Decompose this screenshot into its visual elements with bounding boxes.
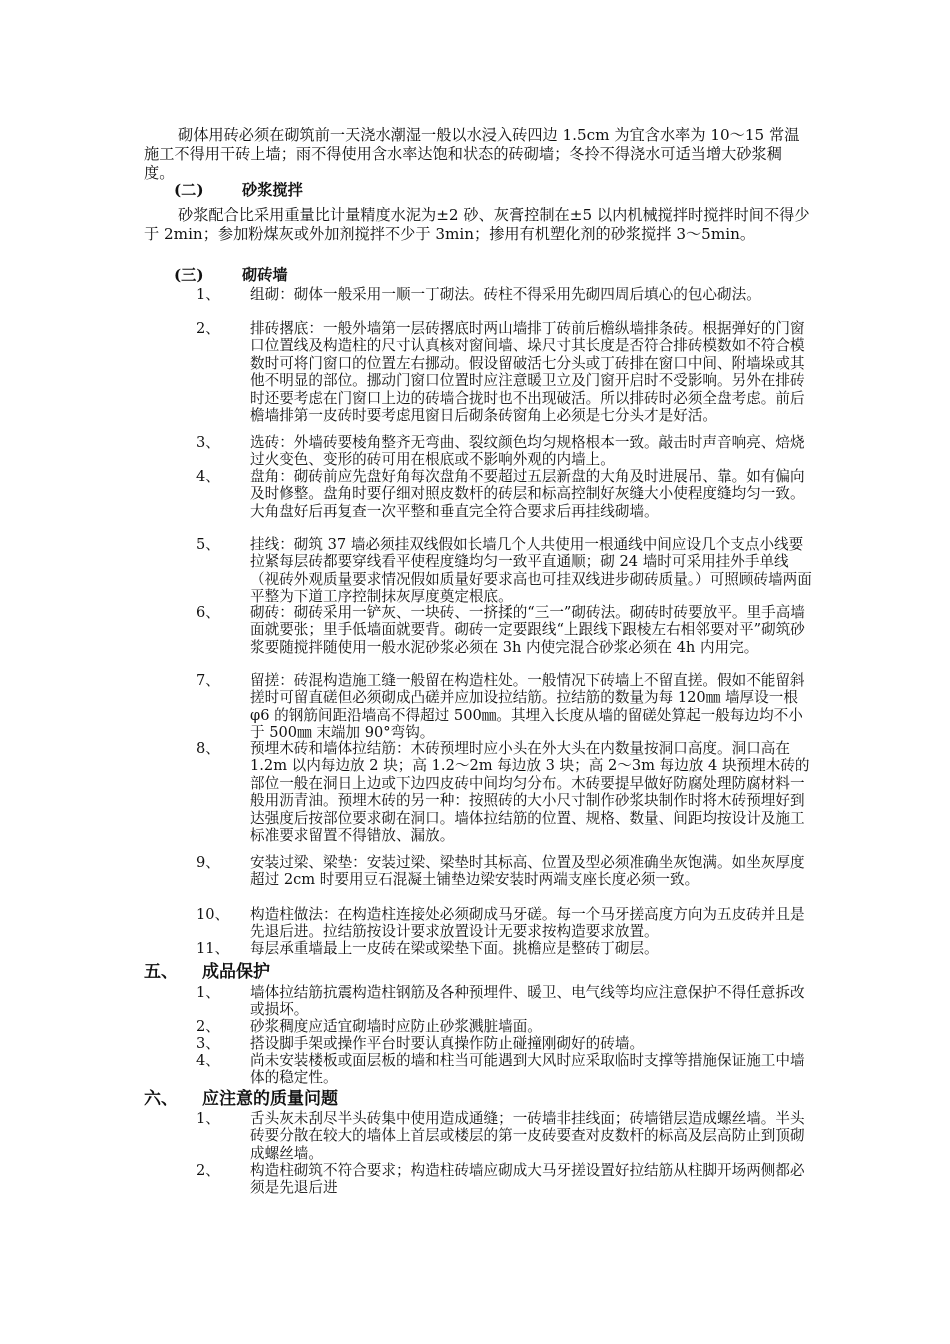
- section-number: 五、: [144, 962, 178, 982]
- subheading-title: 砂浆搅拌: [242, 181, 303, 199]
- list-item-text: 排砖撂底：一般外墙第一层砖撂底时两山墙排丁砖前后檐纵墙排条砖。根据弹好的门窗口位置线及构造柱的尺寸认真核对窗间墙、垛尺寸其长度是否符合排砖模数如不符合模数时可将门窗口的位置左右挪动。假设留破活七分头或丁砖排在窗口中间、附墙垛或其他不明显的部位。挪动门窗口位置时应注意暖卫立及门窗开启时不受影响。另外在排砖时还要考虑在门窗口上边的砖墙合拢时也不出现破活。所以排砖时必须全盘考虑。前后檐墙排第一皮砖时要考虑甩窗日后砌条砖窗角上必须是七分头才是好活。: [250, 320, 805, 425]
- list-item-text: 每层承重墙最上一皮砖在梁或梁垫下面。挑檐应是整砖丁砌层。: [250, 940, 659, 957]
- list-item-text: 挂线：砌筑 37 墙必须挂双线假如长墙几个人共使用一根通线中间应设几个支点小线要拉紧每层砖都要穿线看平使程度缝均匀一致平直通顺；砌 24 墙时可采用挂外手单线（视砖外观质量要求情况假如质量好要求高也可挂双线进步砌砖质量。）可照顾砖墙两面平整为下道工序控制抹灰厚度奠定根底。: [250, 536, 812, 606]
- section-title: 应注意的质量问题: [202, 1089, 338, 1109]
- list-item-number: 1、: [196, 984, 220, 1001]
- list-item-text: 组砌：砌体一般采用一顺一丁砌法。砖柱不得采用先砌四周后填心的包心砌法。: [250, 286, 761, 303]
- list-item-number: 2、: [196, 1162, 220, 1179]
- list-item-text: 留搓：砖混构造施工缝一般留在构造柱处。一般情况下砖墙上不留直搓。假如不能留斜搓时可留直磋但必须砌成凸磋并应加设拉结筋。拉结筋的数量为每 120㎜ 墙厚设一根 φ6 的钢筋间距沿墙高不得超过 500㎜。其埋入长度从墙的留磋处算起一般每边均不小于 500㎜ 末端加 90°弯钩。: [250, 672, 805, 742]
- list-item-text: 预埋木砖和墙体拉结筋：木砖预埋时应小头在外大头在内数量按洞口高度。洞口高在 1.2m 以内每边放 2 块；高 1.2～2m 每边放 3 块；高 2～3m 每边放 4 块预埋木砖的部位一般在洞日上边或下边四皮砖中间均匀分布。木砖要提早做好防腐处理防腐材料一般用沥青油。预埋木砖的另一种：按照砖的大小尺寸制作砂浆块制作时将木砖预埋好到达强度后按部位要求砌在洞口。墙体拉结筋的位置、规格、数量、间距均按设计及施工标准要求留置不得错放、漏放。: [250, 740, 810, 845]
- intro-paragraph: 砌体用砖必须在砌筑前一天浇水潮湿一般以水浸入砖四边 1.5cm 为宜含水率为 10～15 常温施工不得用干砖上墙；雨不得使用含水率达饱和状态的砖砌墙；冬拎不得浇水可适当增大砂浆稠度。: [144, 126, 800, 182]
- section-number: 六、: [144, 1089, 178, 1109]
- list-item-text: 安装过梁、梁垫：安装过梁、梁垫时其标高、位置及型必须准确坐灰饱满。如坐灰厚度超过 2cm 时要用豆石混凝土铺垫边梁安装时两端支座长度必须一致。: [250, 854, 805, 889]
- list-item-text: 墙体拉结筋抗震构造柱钢筋及各种预埋件、暖卫、电气线等均应注意保护不得任意拆改或损坏。: [250, 984, 805, 1019]
- list-item-number: 2、: [196, 1018, 220, 1035]
- subheading-mortar-mixing: [174, 181, 303, 200]
- list-item-number: 11、: [196, 940, 230, 957]
- list-item-number: 4、: [196, 1052, 220, 1069]
- list-item-number: 1、: [196, 1110, 220, 1127]
- list-item-text: 选砖：外墙砖要棱角整齐无弯曲、裂纹颜色均匀规格根本一致。敲击时声音响亮、焙烧过火变色、变形的砖可用在根底或不影响外观的内墙上。: [250, 434, 805, 469]
- subheading-number: (二): [174, 181, 204, 199]
- list-item-text: 尚未安装楼板或面层板的墙和柱当可能遇到大风时应采取临时支撑等措施保证施工中墙体的稳定性。: [250, 1052, 805, 1087]
- list-item-number: 3、: [196, 434, 220, 451]
- list-item-text: 盘角：砌砖前应先盘好角每次盘角不要超过五层新盘的大角及时进展吊、靠。如有偏向及时修整。盘角时要仔细对照皮数杆的砖层和标高控制好灰缝大小使程度缝均匀一致。大角盘好后再复查一次平整和垂直完全符合要求后再挂线砌墙。: [250, 468, 805, 520]
- list-item-number: 9、: [196, 854, 220, 871]
- list-item-text: 舌头灰未刮尽半头砖集中使用造成通缝；一砖墙非挂线面；砖墙错层造成螺丝墙。半头砖要分散在较大的墙体上首层或楼层的第一皮砖要查对皮数杆的标高及层高防止到顶砌成螺丝墙。: [250, 1110, 805, 1162]
- list-item-number: 5、: [196, 536, 220, 553]
- list-item-number: 3、: [196, 1035, 220, 1052]
- list-item-number: 8、: [196, 740, 220, 757]
- list-item-text: 构造柱做法：在构造柱连接处必须砌成马牙磋。每一个马牙搓高度方向为五皮砖并且是先退后进。拉结筋按设计要求放置设计无要求按构造要求放置。: [250, 906, 805, 941]
- section-heading-quality-issues: [144, 1088, 338, 1110]
- list-item-number: 1、: [196, 286, 220, 303]
- list-item-text: 砌砖：砌砖采用一铲灰、一块砖、一挤揉的“三一”砌砖法。砌砖时砖要放平。里手高墙面就要张；里手低墙面就要背。砌砖一定要跟线“上跟线下跟棱左右相邻要对平”砌筑砂浆要随搅拌随使用一般水泥砂浆必须在 3h 内使完混合砂浆必须在 4h 内用完。: [250, 604, 805, 656]
- subheading-title: 砌砖墙: [242, 266, 288, 284]
- section-title: 成品保护: [202, 962, 270, 982]
- list-item-text: 砂浆稠度应适宜砌墙时应防止砂浆溅脏墙面。: [250, 1018, 542, 1035]
- list-item-text: 构造柱砌筑不符合要求；构造柱砖墙应砌成大马牙搓设置好拉结筋从柱脚开场两侧都必须是先退后进: [250, 1162, 805, 1197]
- subheading-brick-wall: [174, 266, 288, 285]
- subheading-number: (三): [174, 266, 204, 284]
- list-item-number: 2、: [196, 320, 220, 337]
- list-item-number: 10、: [196, 906, 230, 923]
- list-item-number: 6、: [196, 604, 220, 621]
- mortar-paragraph: 砂浆配合比采用重量比计量精度水泥为±2 砂、灰膏控制在±5 以内机械搅拌时搅拌时间不得少于 2min；参加粉煤灰或外加剂搅拌不少于 3min；掺用有机塑化剂的砂浆搅拌 3～5min。: [144, 206, 810, 243]
- list-item-number: 7、: [196, 672, 220, 689]
- list-item-number: 4、: [196, 468, 220, 485]
- list-item-text: 搭设脚手架或操作平台时要认真操作防止碰撞刚砌好的砖墙。: [250, 1035, 645, 1052]
- section-heading-product-protection: [144, 961, 270, 983]
